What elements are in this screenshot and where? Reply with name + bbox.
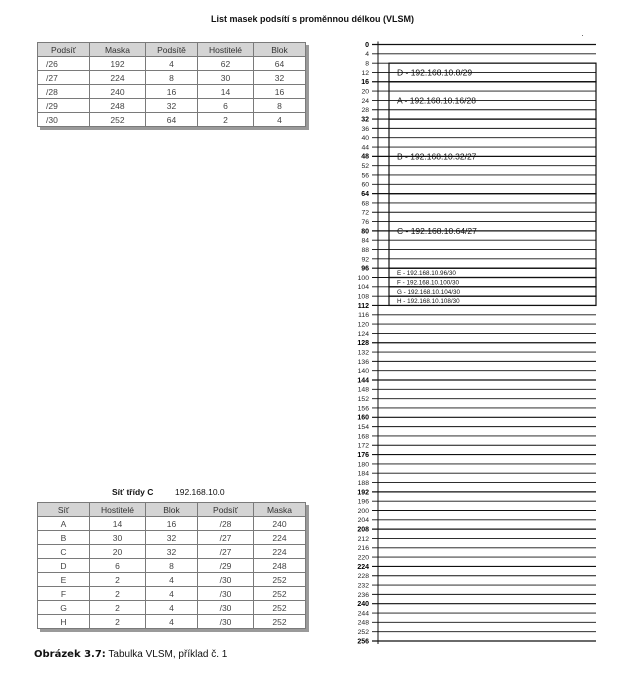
scale-tick-label: 16 <box>361 79 369 87</box>
scale-tick-label: 240 <box>357 601 369 609</box>
scale-tick-label: 136 <box>357 358 369 366</box>
scale-tick-label: 252 <box>357 629 369 637</box>
scale-tick-label: 204 <box>357 517 369 525</box>
scale-tick-label: 20 <box>361 88 369 96</box>
network-table-cell: 14 <box>90 517 146 531</box>
scale-tick-label: 68 <box>361 200 369 208</box>
corner-mark: · <box>581 30 584 40</box>
mask-table-header-cell: Hostitelé <box>198 43 254 57</box>
allocation-label: A - 192.168.10.16/28 <box>397 95 476 106</box>
network-table-cell: 4 <box>146 573 198 587</box>
mask-table-cell: 4 <box>254 113 306 127</box>
scale-tick-label: 176 <box>357 451 369 459</box>
scale-tick-label: 208 <box>357 526 369 534</box>
allocation-label: E - 192.168.10.96/30 <box>397 270 456 278</box>
network-table-cell: 32 <box>146 531 198 545</box>
scale-tick-label: 4 <box>365 51 369 59</box>
scale-tick-label: 216 <box>357 545 369 553</box>
scale-tick-label: 154 <box>357 424 369 432</box>
allocation-label: D - 192.168.10.8/29 <box>397 67 473 78</box>
mask-table-cell: /29 <box>38 99 90 113</box>
mask-table-cell: 4 <box>146 57 198 71</box>
mask-table-cell: 252 <box>90 113 146 127</box>
network-table-cell: A <box>38 517 90 531</box>
network-table-cell: 224 <box>254 545 306 559</box>
scale-tick-label: 200 <box>357 507 369 515</box>
mask-table-cell: 6 <box>198 99 254 113</box>
scale-tick-label: 72 <box>361 209 369 217</box>
network-table-cell: /27 <box>198 531 254 545</box>
network-table-header-cell: Maska <box>254 503 306 517</box>
scale-tick-label: 108 <box>357 293 369 301</box>
allocation-label: H - 192.168.10.108/30 <box>397 298 460 306</box>
scale-tick-label: 180 <box>357 461 369 469</box>
scale-tick-label: 80 <box>361 228 369 236</box>
scale-tick-label: 24 <box>361 97 369 105</box>
scale-tick-label: 152 <box>357 396 369 404</box>
scale-tick-label: 128 <box>357 340 369 348</box>
network-table-cell: 2 <box>90 573 146 587</box>
network-table-header-cell: Blok <box>146 503 198 517</box>
network-table-cell: /28 <box>198 517 254 531</box>
network-table-cell: F <box>38 587 90 601</box>
scale-tick-label: 248 <box>357 619 369 627</box>
page-title: List masek podsítí s proměnnou délkou (VLSM) <box>210 14 415 24</box>
network-table-cell: 252 <box>254 573 306 587</box>
mask-table-cell: 16 <box>146 85 198 99</box>
mask-table-cell: 30 <box>198 71 254 85</box>
scale-tick-label: 28 <box>361 107 369 115</box>
network-table-cell: C <box>38 545 90 559</box>
network-table-cell: /27 <box>198 545 254 559</box>
scale-tick-label: 96 <box>361 265 369 273</box>
scale-tick-label: 212 <box>357 535 369 543</box>
scale-tick-label: 188 <box>357 479 369 487</box>
network-table-cell: E <box>38 573 90 587</box>
network-table-cell: B <box>38 531 90 545</box>
mask-table-cell: 62 <box>198 57 254 71</box>
network-table-cell: 4 <box>146 601 198 615</box>
scale-tick-label: 48 <box>361 153 369 161</box>
network-table-cell: 224 <box>254 531 306 545</box>
scale-tick-label: 44 <box>361 144 369 152</box>
network-table-cell: 8 <box>146 559 198 573</box>
scale-tick-label: 12 <box>361 69 369 77</box>
scale-tick-label: 256 <box>357 638 369 646</box>
mask-table-cell: /30 <box>38 113 90 127</box>
network-table-cell: 20 <box>90 545 146 559</box>
mask-table-cell: /28 <box>38 85 90 99</box>
scale-tick-label: 36 <box>361 125 369 133</box>
network-table-cell: G <box>38 601 90 615</box>
scale-tick-label: 32 <box>361 116 369 124</box>
network-table-cell: 30 <box>90 531 146 545</box>
figure-caption <box>34 649 227 660</box>
mask-table-cell: 8 <box>146 71 198 85</box>
network-class-label: Síť třídy C <box>112 487 154 497</box>
caption-prefix: Obrázek 3.7: <box>34 649 106 660</box>
scale-tick-label: 56 <box>361 172 369 180</box>
network-table-cell: /30 <box>198 615 254 629</box>
scale-tick-label: 52 <box>361 163 369 171</box>
mask-table-header-cell: Maska <box>90 43 146 57</box>
network-table-header-cell: Hostitelé <box>90 503 146 517</box>
scale-tick-label: 88 <box>361 246 369 254</box>
network-table-cell: 32 <box>146 545 198 559</box>
mask-table-cell: 224 <box>90 71 146 85</box>
mask-table-cell: 2 <box>198 113 254 127</box>
network-table-cell: 2 <box>90 587 146 601</box>
allocation-label: F - 192.168.10.100/30 <box>397 279 459 287</box>
scale-tick-label: 92 <box>361 256 369 264</box>
scale-tick-label: 168 <box>357 433 369 441</box>
scale-tick-label: 228 <box>357 573 369 581</box>
mask-table-cell: 64 <box>146 113 198 127</box>
mask-table-cell: 240 <box>90 85 146 99</box>
mask-table-header-cell: Podsíť <box>38 43 90 57</box>
scale-tick-label: 116 <box>358 312 369 320</box>
scale-tick-label: 84 <box>361 237 369 245</box>
mask-table-cell: 32 <box>146 99 198 113</box>
mask-table-cell: 16 <box>254 85 306 99</box>
allocation-label: G - 192.168.10.104/30 <box>397 288 461 296</box>
scale-tick-label: 140 <box>357 368 369 376</box>
scale-tick-label: 76 <box>361 218 369 226</box>
scale-tick-label: 192 <box>357 489 369 497</box>
scale-tick-label: 156 <box>357 405 369 413</box>
mask-table-cell: 248 <box>90 99 146 113</box>
mask-table-cell: 8 <box>254 99 306 113</box>
network-table-cell: 16 <box>146 517 198 531</box>
scale-tick-label: 8 <box>365 60 369 68</box>
scale-tick-label: 144 <box>357 377 369 385</box>
scale-tick-label: 172 <box>357 442 369 450</box>
scale-tick-label: 232 <box>357 582 369 590</box>
network-table-cell: /30 <box>198 573 254 587</box>
network-table-cell: 248 <box>254 559 306 573</box>
scale-tick-label: 184 <box>357 470 369 478</box>
network-table-cell: 252 <box>254 587 306 601</box>
network-table-cell: /30 <box>198 601 254 615</box>
allocation-label: B - 192.168.10.32/27 <box>397 151 477 162</box>
mask-table-cell: 14 <box>198 85 254 99</box>
allocation-label: C - 192.168.10.64/27 <box>397 225 477 236</box>
scale-tick-label: 196 <box>357 498 369 506</box>
network-table-header-cell: Podsíť <box>198 503 254 517</box>
scale-tick-label: 244 <box>357 610 369 618</box>
mask-table-header-cell: Podsítě <box>146 43 198 57</box>
scale-tick-label: 160 <box>357 414 369 422</box>
network-table-cell: 252 <box>254 601 306 615</box>
scale-tick-label: 220 <box>357 554 369 562</box>
network-address: 192.168.10.0 <box>175 487 225 497</box>
network-table-cell: /30 <box>198 587 254 601</box>
scale-tick-label: 104 <box>357 284 369 292</box>
network-table-cell: D <box>38 559 90 573</box>
scale-tick-label: 132 <box>357 349 369 357</box>
network-table-cell: /29 <box>198 559 254 573</box>
mask-table-cell: /27 <box>38 71 90 85</box>
network-table-cell: 252 <box>254 615 306 629</box>
scale-tick-label: 124 <box>357 330 369 338</box>
caption-text: Tabulka VLSM, příklad č. 1 <box>105 649 228 660</box>
scale-tick-label: 0 <box>365 41 369 49</box>
scale-tick-label: 60 <box>361 181 369 189</box>
network-table-cell: H <box>38 615 90 629</box>
network-table-cell: 2 <box>90 615 146 629</box>
mask-table-cell: 192 <box>90 57 146 71</box>
mask-table-cell: /26 <box>38 57 90 71</box>
network-table-header-cell: Síť <box>38 503 90 517</box>
scale-tick-label: 148 <box>357 386 369 394</box>
network-table-cell: 2 <box>90 601 146 615</box>
scale-tick-label: 112 <box>357 302 369 310</box>
mask-table-cell: 64 <box>254 57 306 71</box>
scale-tick-label: 64 <box>361 191 369 199</box>
network-table-cell: 4 <box>146 615 198 629</box>
scale-tick-label: 100 <box>357 274 369 282</box>
network-table-cell: 4 <box>146 587 198 601</box>
network-table-cell: 6 <box>90 559 146 573</box>
mask-table-header-cell: Blok <box>254 43 306 57</box>
scale-tick-label: 224 <box>357 563 369 571</box>
network-table-cell: 240 <box>254 517 306 531</box>
scale-tick-label: 40 <box>361 135 369 143</box>
mask-table-cell: 32 <box>254 71 306 85</box>
scale-tick-label: 236 <box>357 591 369 599</box>
scale-tick-label: 120 <box>357 321 369 329</box>
